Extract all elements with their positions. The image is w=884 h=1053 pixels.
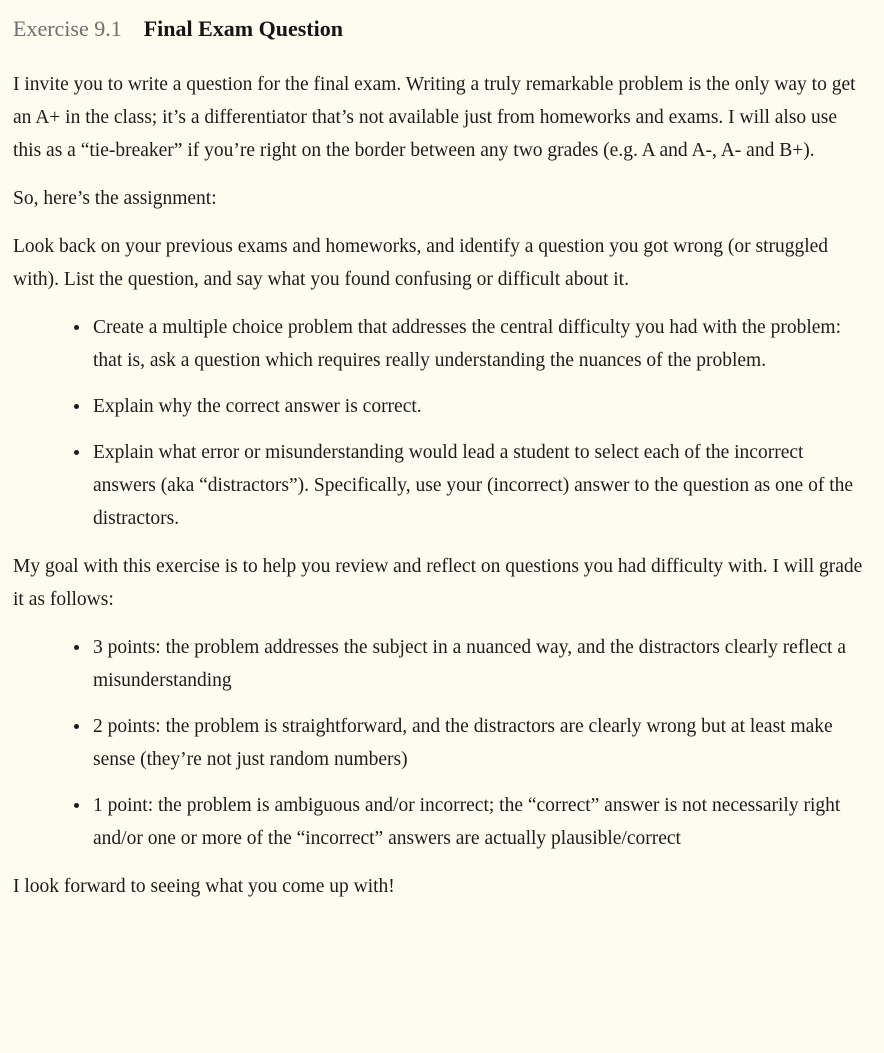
task-list-item-explain-correct: • Explain why the correct answer is correct.: [91, 390, 870, 423]
exercise-title: Final Exam Question: [143, 16, 343, 41]
task-list-item-create-problem: • Create a multiple choice problem that addresses the central difficulty you had with the problem: that is, ask a question which requires really understanding the nuances of the problem.: [91, 311, 870, 377]
look-back-paragraph: Look back on your previous exams and homeworks, and identify a question you got wrong (or struggled with). List the question, and say what you found confusing or difficult about it.: [13, 236, 829, 290]
grading-list-item-2-points: • 2 points: the problem is straightforward, and the distractors are clearly wrong but at least make sense (they’re not just random numbers): [91, 710, 870, 776]
closing-paragraph: I look forward to seeing what you come up with!: [13, 876, 395, 897]
grading-list: [13, 631, 870, 855]
exercise-number-label: Exercise 9.1: [13, 16, 122, 41]
goal-paragraph: My goal with this exercise is to help you review and reflect on questions you had difficulty with. I will grade it as follows:: [13, 556, 863, 610]
intro-paragraph: I invite you to write a question for the final exam. Writing a truly remarkable problem is the only way to get an A+ in the class; it’s a differentiator that’s not available just from homeworks and exams. I will also use this as a “tie-breaker” if you’re right on the border between any two grades (e.g. A and A-, A- and B+).: [13, 74, 856, 161]
task-list: [13, 311, 870, 535]
exercise-heading: [13, 14, 870, 44]
grading-list-item-1-point: • 1 point: the problem is ambiguous and/or incorrect; the “correct” answer is not necessarily right and/or one or more of the “incorrect” answers are actually plausible/correct: [91, 789, 870, 855]
assignment-lead-paragraph: So, here’s the assignment:: [13, 188, 217, 209]
grading-list-item-3-points: • 3 points: the problem addresses the subject in a nuanced way, and the distractors clearly reflect a misunderstanding: [91, 631, 870, 697]
task-list-item-explain-distractors: • Explain what error or misunderstanding would lead a student to select each of the incorrect answers (aka “distractors”). Specifically, use your (incorrect) answer to the question as one of the distractors.: [91, 436, 870, 535]
